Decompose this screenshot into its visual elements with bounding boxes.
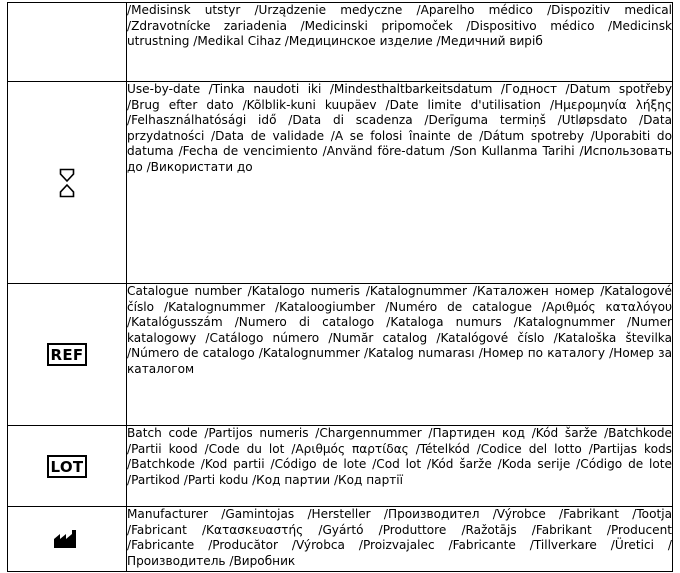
- description-cell: Manufacturer /Gamintojas /Hersteller /Производител /Výrobce /Fabrikant /Tootja /Fabricant /Κατασκευαστής /Gyártó /Produttore /Ražotājs /Fabrikant /Producent /Fabricante /Producător /Výrobca /Proizvajalec /Fabricante /Tillverkare /Üretici /Производитель /Виробник: [127, 507, 673, 572]
- description-cell: Catalogue number /Katalogo numeris /Katalognummer /Каталожен номер /Katalogové číslo /Katalognummer /Kataloogiumber /Numéro de catalogue /Αριθμός καταλόγου /Katalógusszám /Numero di catalogo /Kataloga numurs /Katalognummer /Numer katalogowy /Catálogo número /Număr catalog /Katalógové číslo /Kataloška številka /Número de catalogo /Katalognummer /Katalog numarası /Номер по каталогу /Номер за каталогом: [127, 284, 673, 426]
- lot-box-icon: LOT: [47, 455, 88, 478]
- symbol-cell: [8, 507, 127, 572]
- symbols-table: [7, 2, 673, 572]
- ref-box-icon: REF: [47, 343, 88, 366]
- symbol-cell: [8, 82, 127, 284]
- description-cell: /Medisinsk utstyr /Urządzenie medyczne /Aparelho médico /Dispozitiv medical /Zdravotnícke zariadenia /Medicinski pripomoček /Dispositivo médico /Medicinsk utrustning /Medikal Cihaz /Медицинское изделие /Медичний виріб: [127, 3, 673, 82]
- symbol-cell: [8, 426, 127, 507]
- table-row: [8, 284, 673, 426]
- symbol-cell: [8, 284, 127, 426]
- symbol-cell: [8, 3, 127, 82]
- hourglass-icon: [59, 168, 75, 198]
- description-cell: Batch code /Partijos numeris /Chargennummer /Партиден код /Kód šarže /Batchkode /Partii kood /Code du lot /Αριθμός παρτίδας /Tételkód /Codice del lotto /Partijas kods /Batchkode /Kod partii /Código de lote /Cod lot /Kód šarže /Koda serije /Código de lote /Partikod /Parti kodu /Код партии /Код партії: [127, 426, 673, 507]
- description-cell: Use-by-date /Tinka naudoti iki /Mindesthaltbarkeitsdatum /Годност /Datum spotřeby /Brug efter dato /Kõlblik-kuni kuupäev /Date limite d'utilisation /Ημερομηνία λήξης /Felhasználhatósági idő /Data di scadenza /Derīguma termiņš /Utløpsdato /Data przydatności /Data de validade /A se folosi înainte de /Dátum spotreby /Uporabiti do datuma /Fecha de vencimiento /Använd före-datum /Son Kullanma Tarihi /Использовать до /Використати до: [127, 82, 673, 284]
- table-row: [8, 507, 673, 572]
- table-row: [8, 82, 673, 284]
- manufacturer-icon: [54, 530, 80, 548]
- table-row: [8, 426, 673, 507]
- table-row: [8, 3, 673, 82]
